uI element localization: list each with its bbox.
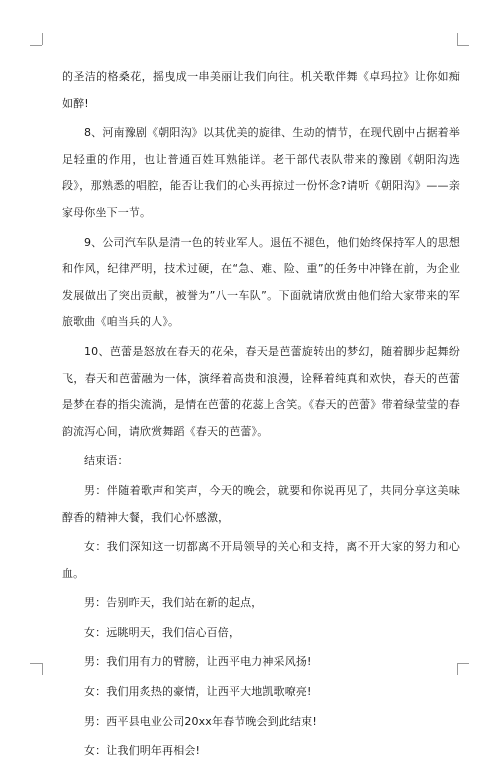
paragraph-item-9: 9、公司汽车队是清一色的转业军人。退伍不褪色，他们始终保持军人的思想和作风，纪律严明，技术过硬，在“急、难、险、重”的任务中冲锋在前，为企业发展做出了突出贡献，被誉为”八一车队”。下面就请欣赏由他们给大家带来的军旅歌曲《咱当兵的人》。 xyxy=(62,235,460,329)
document-body xyxy=(62,64,460,765)
paragraph-item-10: 10、芭蕾是怒放在春天的花朵，春天是芭蕾旋转出的梦幻，随着脚步起舞纷飞，春天和芭蕾融为一体，演绎着高贵和浪漫，诠释着纯真和欢快，春天的芭蕾是梦在春的指尖流淌，是情在芭蕾的花蕊上含笑。《春天的芭蕾》带着绿莹莹的春韵流泻心间，请欣赏舞蹈《春天的芭蕾》。 xyxy=(62,344,460,438)
closing-line-male-4: 男：西平县电业公司20xx年春节晚会到此结束! xyxy=(84,714,317,728)
closing-line-female-2: 女：远眺明天，我们信心百倍， xyxy=(84,625,241,639)
paragraph-continuation: 的圣洁的格桑花，摇曳成一串美丽让我们向往。机关歌伴舞《卓玛拉》让你如痴如醉! xyxy=(62,70,460,110)
closing-line-female-4: 女：让我们明年再相会! xyxy=(84,744,201,758)
paragraph-item-8: 8、河南豫剧《朝阳沟》以其优美的旋律、生动的情节，在现代剧中占据着举足轻重的作用，也让普通百姓耳熟能详。老干部代表队带来的豫剧《朝阳沟选段》，那熟悉的唱腔，能否让我们的心头再掠过一份怀念?请听《朝阳沟》——亲家母你坐下一节。 xyxy=(62,126,460,219)
closing-line-male-3: 男：我们用有力的臂膀，让西平电力神采风扬! xyxy=(84,655,312,669)
closing-heading: 结束语： xyxy=(84,454,129,468)
closing-line-male-1: 男：伴随着歌声和笑声，今天的晚会，就要和你说再见了，共同分享这美味醇香的精神大餐，我们心怀感激， xyxy=(62,483,460,524)
closing-line-female-1: 女：我们深知这一切都离不开局领导的关心和支持，离不开大家的努力和心血。 xyxy=(62,540,460,580)
closing-line-female-3: 女：我们用炙热的豪情，让西平大地凯歌嘹亮! xyxy=(84,685,312,699)
closing-line-male-2: 男：告别昨天，我们站在新的起点， xyxy=(84,596,263,610)
